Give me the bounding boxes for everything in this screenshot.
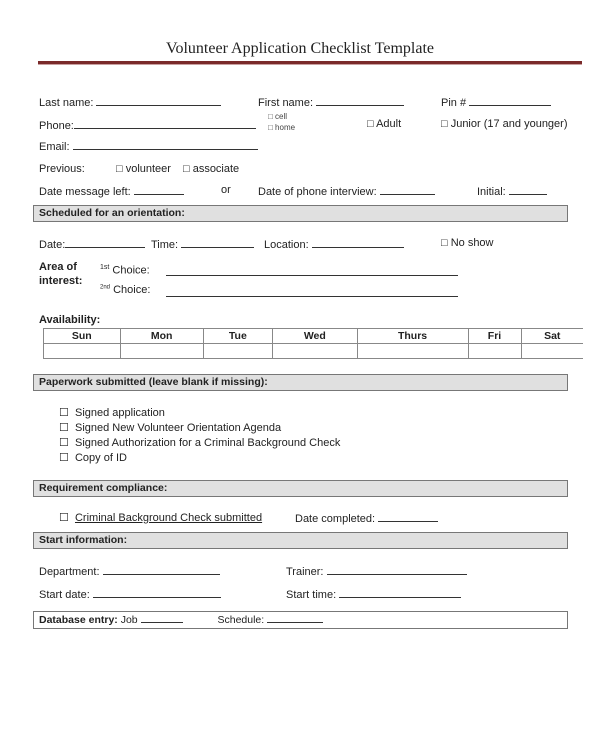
label: Signed New Volunteer Orientation Agenda: [74, 422, 282, 434]
associate-checkbox[interactable]: □ associate: [183, 163, 240, 175]
label: Signed application: [74, 407, 165, 419]
day-sun: Sun: [44, 329, 121, 344]
orientation-location-field[interactable]: [264, 237, 404, 251]
line[interactable]: [380, 184, 435, 195]
orientation-time-field[interactable]: [151, 237, 254, 251]
label: Trainer:: [286, 566, 324, 578]
line[interactable]: [93, 587, 221, 598]
first-choice-line[interactable]: [166, 265, 458, 276]
day-wed: Wed: [273, 329, 358, 344]
schedule-label: Schedule:: [217, 614, 265, 626]
line[interactable]: [509, 184, 547, 195]
label: Date:: [39, 239, 66, 251]
line[interactable]: [181, 237, 254, 248]
label: Email:: [39, 141, 70, 153]
phone-field[interactable]: [39, 118, 256, 132]
availability-table: [43, 328, 583, 359]
second-choice-line[interactable]: [166, 286, 458, 297]
line[interactable]: [469, 95, 551, 106]
database-entry-label: Database entry:: [39, 614, 118, 626]
label: Date completed:: [295, 513, 376, 525]
orientation-date-field[interactable]: [39, 237, 145, 251]
line[interactable]: [103, 564, 220, 575]
initial-field[interactable]: [477, 184, 547, 198]
label: Choice:: [113, 284, 151, 296]
compliance-header: Requirement compliance:: [33, 480, 568, 497]
start-time-field[interactable]: [286, 587, 461, 601]
previous-label: Previous:: [39, 163, 85, 175]
paperwork-item[interactable]: ☐ Copy of ID: [59, 452, 127, 464]
label: Phone:: [39, 120, 74, 132]
label: First name:: [258, 97, 314, 109]
sup: 2nd: [100, 284, 111, 291]
paperwork-item[interactable]: ☐ Signed New Volunteer Orientation Agenda: [59, 422, 282, 434]
cell[interactable]: [273, 344, 358, 359]
home-checkbox[interactable]: □ home: [268, 123, 296, 132]
label: Date message left:: [39, 186, 131, 198]
line[interactable]: [134, 184, 184, 195]
line[interactable]: [312, 237, 404, 248]
job-line[interactable]: [141, 612, 183, 623]
day-tue: Tue: [203, 329, 272, 344]
date-message-left-field[interactable]: [39, 184, 184, 198]
day-thurs: Thurs: [357, 329, 468, 344]
label: Pin #: [441, 97, 467, 109]
label: Start time:: [286, 589, 337, 601]
label: Last name:: [39, 97, 94, 109]
day-sat: Sat: [521, 329, 583, 344]
cell[interactable]: [44, 344, 121, 359]
table-row: [44, 344, 584, 359]
label: Start date:: [39, 589, 90, 601]
sup: 1st: [100, 264, 110, 271]
schedule-line[interactable]: [267, 612, 323, 623]
start-info-header: Start information:: [33, 532, 568, 549]
line[interactable]: [327, 564, 467, 575]
area-of-interest-label: Area of interest:: [39, 261, 83, 287]
line[interactable]: [339, 587, 461, 598]
label: Initial:: [477, 186, 506, 198]
orientation-header: Scheduled for an orientation:: [33, 205, 568, 222]
pin-field[interactable]: [441, 95, 551, 109]
label: Location:: [264, 239, 309, 251]
cell[interactable]: [120, 344, 203, 359]
last-name-field[interactable]: [39, 95, 221, 109]
second-choice-label: [100, 284, 150, 296]
first-name-field[interactable]: [258, 95, 404, 109]
title-divider: [38, 61, 582, 65]
line[interactable]: [73, 139, 258, 150]
label: Copy of ID: [74, 452, 127, 464]
trainer-field[interactable]: [286, 564, 467, 578]
adult-checkbox[interactable]: □ Adult: [367, 118, 402, 130]
volunteer-checkbox[interactable]: □ volunteer: [116, 163, 171, 175]
day-mon: Mon: [120, 329, 203, 344]
email-field[interactable]: [39, 139, 258, 153]
start-date-field[interactable]: [39, 587, 221, 601]
line[interactable]: [65, 237, 145, 248]
junior-checkbox[interactable]: □ Junior (17 and younger): [441, 118, 568, 130]
page-title: Volunteer Application Checklist Template: [165, 40, 434, 57]
paperwork-item[interactable]: ☐ Signed application: [59, 407, 165, 419]
line[interactable]: [96, 95, 221, 106]
paperwork-header: Paperwork submitted (leave blank if missing):: [33, 374, 568, 391]
phone-interview-field[interactable]: [258, 184, 435, 198]
background-check-checkbox[interactable]: ☐ Criminal Background Check submitted: [59, 512, 263, 524]
date-completed-field[interactable]: [295, 511, 438, 525]
line[interactable]: [316, 95, 404, 106]
label: Signed Authorization for a Criminal Background Check: [74, 437, 341, 449]
label: Date of phone interview:: [258, 186, 377, 198]
first-choice-label: [100, 264, 150, 277]
no-show-checkbox[interactable]: □ No show: [441, 237, 494, 249]
database-entry-row: [33, 611, 568, 629]
label: Criminal Background Check submitted: [74, 512, 263, 524]
cell[interactable]: [521, 344, 583, 359]
cell[interactable]: [468, 344, 521, 359]
job-label: Job: [120, 614, 138, 626]
label: Department:: [39, 566, 100, 578]
cell[interactable]: [203, 344, 272, 359]
department-field[interactable]: [39, 564, 220, 578]
day-fri: Fri: [468, 329, 521, 344]
table-header-row: [44, 329, 584, 344]
label: Time:: [151, 239, 179, 251]
paperwork-item[interactable]: ☐ Signed Authorization for a Criminal Background Check: [59, 437, 341, 449]
line[interactable]: [378, 511, 438, 522]
line[interactable]: [74, 118, 256, 129]
or-label: or: [221, 184, 231, 196]
cell[interactable]: [357, 344, 468, 359]
availability-label: Availability:: [39, 314, 101, 326]
cell-checkbox[interactable]: □ cell: [268, 112, 288, 121]
label: Choice:: [112, 264, 150, 277]
